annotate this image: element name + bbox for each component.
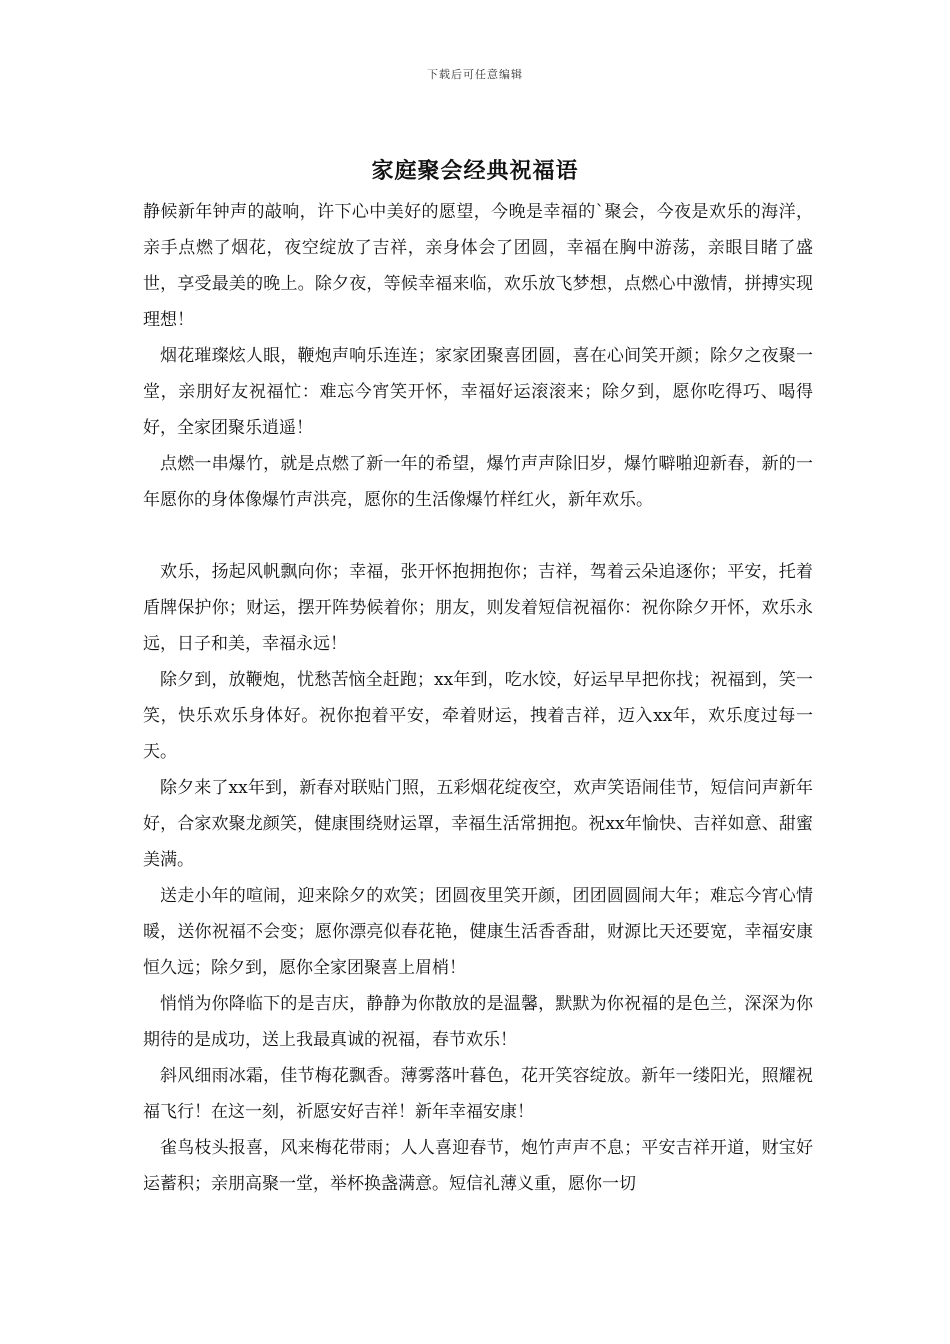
paragraph: 点燃一串爆竹，就是点燃了新一年的希望，爆竹声声除旧岁，爆竹噼啪迎新春，新的一年愿你的身体像爆竹声洪亮，愿你的生活像爆竹样红火，新年欢乐。: [143, 454, 813, 510]
document-title: 家庭聚会经典祝福语: [371, 158, 579, 184]
paragraph: 烟花璀璨炫人眼，鞭炮声响乐连连；家家团聚喜团圆，喜在心间笑开颜；除夕之夜聚一堂，亲朋好友祝福忙：难忘今宵笑开怀，幸福好运滚滚来；除夕到，愿你吃得巧、喝得好，全家团聚乐逍遥！: [143, 346, 813, 438]
document-body: [143, 194, 813, 1202]
paragraph: 雀鸟枝头报喜，风来梅花带雨；人人喜迎春节，炮竹声声不息；平安吉祥开道，财宝好运蓄积；亲朋高聚一堂，举杯换盏满意。短信礼薄义重，愿你一切: [143, 1138, 813, 1194]
paragraph: 送走小年的喧闹，迎来除夕的欢笑；团圆夜里笑开颜，团团圆圆闹大年；难忘今宵心情暖，送你祝福不会变；愿你漂亮似春花艳，健康生活香香甜，财源比天还要宽，幸福安康恒久远；除夕到，愿你全家团聚喜上眉梢！: [143, 886, 813, 978]
paragraph: 斜风细雨冰霜，佳节梅花飘香。薄雾落叶暮色，花开笑容绽放。新年一缕阳光，照耀祝福飞行！在这一刻，祈愿安好吉祥！新年幸福安康！: [143, 1066, 813, 1122]
paragraph: 除夕来了xx年到，新春对联贴门照，五彩烟花绽夜空，欢声笑语闹佳节，短信问声新年好，合家欢聚龙颜笑，健康围绕财运罩，幸福生活常拥抱。祝xx年愉快、吉祥如意、甜蜜美满。: [143, 778, 813, 870]
page-header: 下载后可任意编辑: [427, 68, 523, 81]
paragraph: 除夕到，放鞭炮，忧愁苦恼全赶跑；xx年到，吃水饺，好运早早把你找；祝福到，笑一笑，快乐欢乐身体好。祝你抱着平安，牵着财运，拽着吉祥，迈入xx年，欢乐度过每一天。: [143, 670, 813, 762]
paragraph: 悄悄为你降临下的是吉庆，静静为你散放的是温馨，默默为你祝福的是色兰，深深为你期待的是成功，送上我最真诚的祝福，春节欢乐！: [143, 994, 813, 1050]
paragraph: 欢乐，扬起风帆飘向你；幸福，张开怀抱拥抱你；吉祥，驾着云朵追逐你；平安，托着盾牌保护你；财运，摆开阵势候着你；朋友，则发着短信祝福你：祝你除夕开怀，欢乐永远，日子和美，幸福永远！: [143, 562, 813, 654]
paragraph: 静候新年钟声的敲响，许下心中美好的愿望，今晚是幸福的`聚会，今夜是欢乐的海洋，亲手点燃了烟花，夜空绽放了吉祥，亲身体会了团圆，幸福在胸中游荡，亲眼目睹了盛世，享受最美的晚上。除夕夜，等候幸福来临，欢乐放飞梦想，点燃心中激情，拼搏实现理想！: [143, 202, 813, 330]
